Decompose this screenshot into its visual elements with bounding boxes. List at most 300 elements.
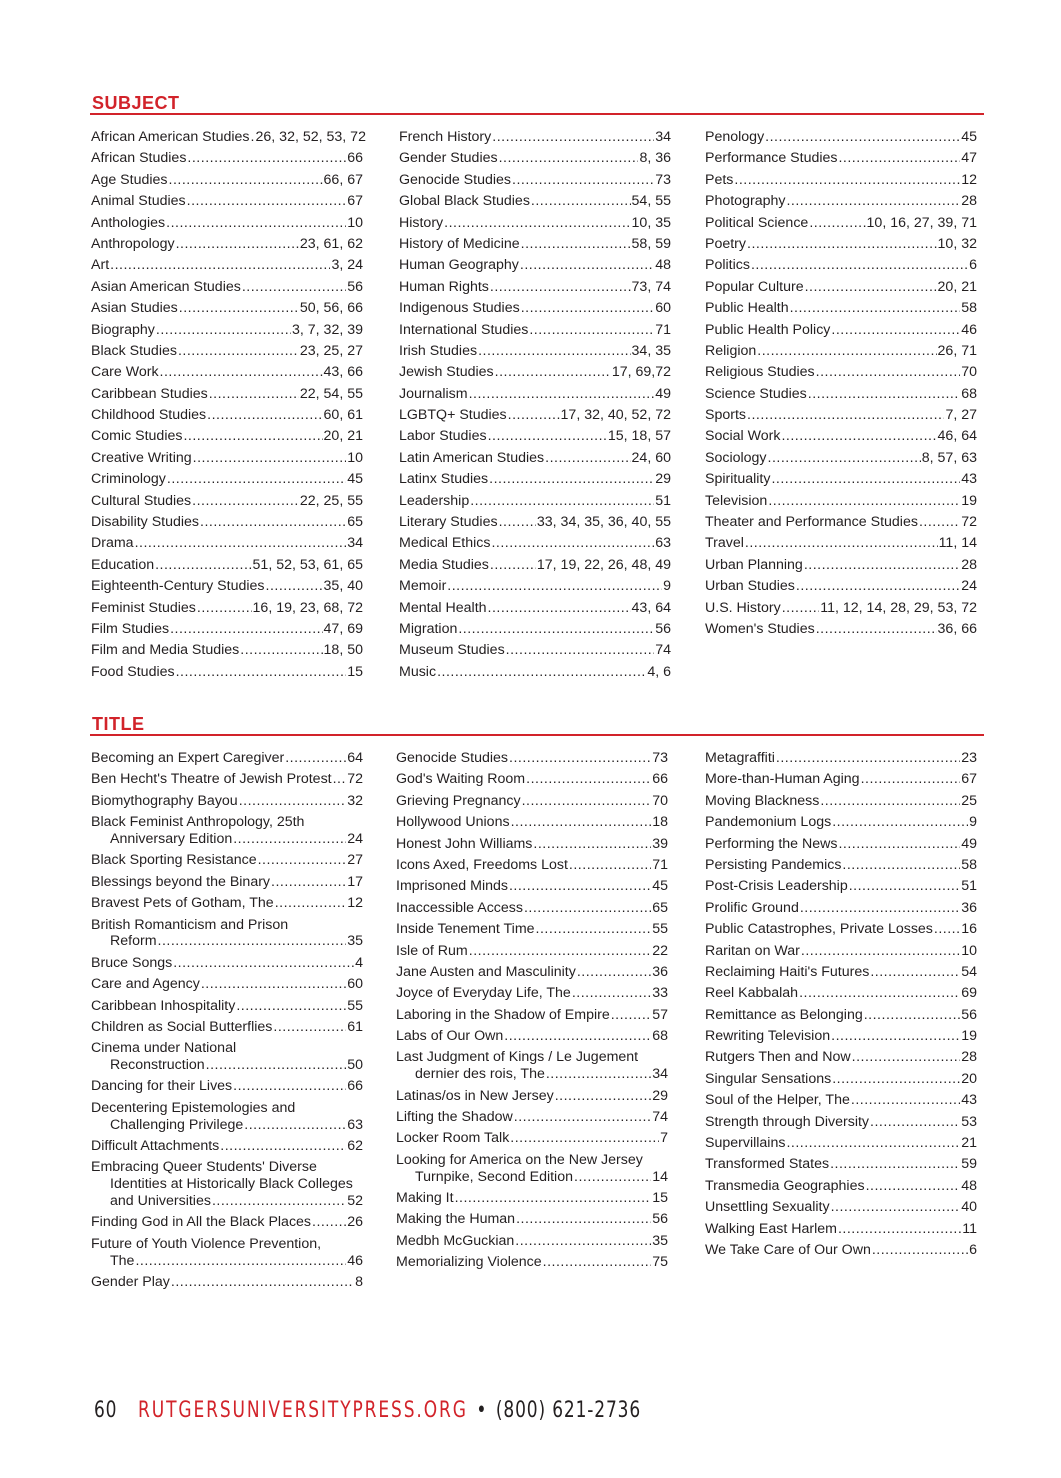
leader-dots [786,1135,960,1152]
entry-page-numbers: 51, 52, 53, 61, 65 [252,556,363,573]
entry-page-numbers: 65 [347,514,363,531]
leader-dots [546,1066,651,1083]
title-index-entry [705,857,977,874]
leader-dots [531,193,631,210]
leader-dots [831,1028,960,1045]
title-index-entry [396,1211,668,1228]
leader-dots [458,621,654,638]
entry-name: Raritan on War [705,942,800,959]
leader-dots [176,236,299,253]
leader-dots [520,257,654,274]
title-index-entry [91,1078,363,1095]
subject-index-entry [91,364,363,381]
entry-name: Literary Studies [399,514,498,531]
leader-dots [516,1211,651,1228]
title-index-entry [705,1242,977,1259]
leader-dots [135,535,347,552]
entry-page-numbers: 28 [961,556,977,573]
entry-name: Bruce Songs [91,954,173,971]
leader-dots [522,793,652,810]
entry-page-numbers: 23, 25, 27 [299,342,363,359]
title-index-entry [705,1221,977,1238]
leader-dots [765,129,960,146]
entry-name: Lifting the Shadow [396,1109,513,1126]
entry-page-numbers: 19 [961,1028,977,1045]
subject-index-entry [399,535,671,552]
entry-title-line: Future of Youth Violence Prevention, [91,1235,322,1252]
entry-page-numbers: 9 [969,814,977,831]
entry-name: and Universities [110,1193,211,1210]
subject-index-entry [91,600,363,617]
title-index-entry [396,900,668,917]
entry-page-numbers: 58 [961,856,977,873]
entry-page-numbers: 35, 40 [323,578,363,595]
leader-dots [275,895,347,912]
entry-name: Memoir [399,578,447,595]
leader-dots [491,535,654,552]
entry-name: Soul of the Helper, The [705,1092,850,1109]
leader-dots [870,1114,960,1131]
entry-name: Animal Studies [91,193,186,210]
subject-index-entry [399,600,671,617]
leader-dots [543,1254,652,1271]
subject-index-entry [705,193,977,210]
title-index-entry [705,943,977,960]
leader-dots [831,322,960,339]
subject-index-entry [399,557,671,574]
leader-dots [240,642,322,659]
title-index-entry [396,1233,668,1250]
entry-page-numbers: 49 [961,835,977,852]
entry-page-numbers: 15, 18, 57 [607,428,671,445]
entry-page-numbers: 61 [347,1018,363,1035]
title-index-entry [396,836,668,853]
entry-name: Social Work [705,428,781,445]
subject-index-entry [705,150,977,167]
leader-dots [768,493,960,510]
subject-index-entry [91,193,363,210]
leader-dots [801,943,960,960]
title-index-entry [396,1254,668,1271]
leader-dots [796,578,960,595]
entry-name: Eighteenth-Century Studies [91,578,265,595]
leader-dots [832,814,968,831]
title-index-entry [91,1214,363,1231]
entry-name: Memorializing Violence [396,1254,542,1271]
leader-dots [521,300,655,317]
entry-page-numbers: 67 [961,771,977,788]
entry-name: Hollywood Unions [396,814,510,831]
entry-name: Feminist Studies [91,599,196,616]
title-index-entry [705,771,977,788]
leader-dots [504,1028,651,1045]
title-index-entry [396,878,668,895]
title-index-entry [705,1071,977,1088]
entry-name: Global Black Studies [399,193,530,210]
entry-name: Gender Play [91,1274,170,1290]
subject-index-entry [705,386,977,403]
entry-name: Sociology [705,449,767,466]
entry-name: Television [705,492,768,509]
leader-dots [776,750,960,767]
subject-index-entry [399,407,671,424]
entry-page-numbers: 49 [655,385,671,402]
entry-page-numbers: 10, 35 [631,214,671,231]
entry-page-numbers: 29 [652,1087,668,1104]
entry-page-numbers: 73, 74 [631,278,671,295]
entry-page-numbers: 74 [652,1109,668,1126]
entry-page-numbers: 4, 6 [647,663,671,680]
entry-name: Transformed States [705,1156,830,1173]
leader-dots [809,215,865,232]
leader-dots [529,322,654,339]
leader-dots [569,857,651,874]
entry-name: Turnpike, Second Edition [415,1168,573,1185]
entry-name: Film and Media Studies [91,642,240,659]
entry-name: Unsettling Sexuality [705,1199,830,1216]
leader-dots [437,664,646,681]
entry-name: Criminology [91,471,166,488]
entry-name: African American Studies [91,129,250,145]
leader-dots [156,322,291,339]
entry-name: Making the Human [396,1211,516,1228]
entry-page-numbers: 46 [347,1252,363,1269]
leader-dots [805,279,937,296]
entry-page-numbers: 71 [652,856,668,873]
entry-page-numbers: 45 [961,129,977,145]
title-index-entry [396,943,668,960]
leader-dots [455,1190,652,1207]
title-index-entry [396,1152,668,1186]
subject-index-entry [399,193,671,210]
subject-index-entry [399,514,671,531]
entry-page-numbers: 57 [652,1006,668,1023]
entry-page-numbers: 66 [347,150,363,167]
title-index-entry [705,1135,977,1152]
entry-page-numbers: 23 [961,750,977,766]
title-index-entry [705,1156,977,1173]
entry-name: Making It [396,1190,454,1207]
title-index-entry [705,793,977,810]
title-column-2 [396,750,668,1276]
entry-page-numbers: 64 [347,750,363,766]
subject-column-2 [399,129,671,685]
entry-name: Caribbean Studies [91,385,208,402]
subject-index-entry [399,172,671,189]
title-index-entry [91,793,363,810]
entry-name: Ben Hecht's Theatre of Jewish Protest [91,771,332,788]
leader-dots [786,193,960,210]
entry-page-numbers: 6 [969,257,977,274]
entry-page-numbers: 6 [969,1241,977,1258]
entry-name: Labor Studies [399,428,487,445]
entry-name: Becoming an Expert Caregiver [91,750,285,766]
leader-dots [193,450,347,467]
title-index-entry [396,1028,668,1045]
leader-dots [187,150,346,167]
title-index-entry [705,1028,977,1045]
entry-page-numbers: 20, 21 [937,278,977,295]
leader-dots [187,193,347,210]
subject-index-entry [399,642,671,659]
leader-dots [209,386,299,403]
entry-page-numbers: 70 [652,792,668,809]
leader-dots [469,943,651,960]
entry-name: Comic Studies [91,428,183,445]
entry-page-numbers: 16, 19, 23, 68, 72 [252,599,363,616]
entry-name: Urban Studies [705,578,795,595]
subject-index-entry [91,215,363,232]
subject-index-entry [705,407,977,424]
subject-index-entry [91,642,363,659]
entry-name: Jane Austen and Masculinity [396,963,576,980]
entry-page-numbers: 24 [347,830,363,847]
entry-page-numbers: 68 [652,1028,668,1045]
entry-name: Icons Axed, Freedoms Lost [396,856,568,873]
leader-dots [478,343,630,360]
entry-name: Anniversary Edition [110,830,233,847]
leader-dots [832,1071,960,1088]
title-index-entry [91,852,363,869]
entry-name: Human Rights [399,278,489,295]
leader-dots [488,428,607,445]
entry-name: Bravest Pets of Gotham, The [91,895,274,912]
entry-name: Finding God in All the Black Places [91,1214,312,1231]
leader-dots [158,933,347,950]
entry-page-numbers: 53 [961,1113,977,1130]
subject-index-entry [705,172,977,189]
leader-dots [545,450,630,467]
entry-page-numbers: 56 [652,1211,668,1228]
entry-name: Latinas/os in New Jersey [396,1087,554,1104]
leader-dots [155,557,251,574]
title-index-entry [396,1007,668,1024]
leader-dots [757,343,936,360]
title-index-entry [91,976,363,993]
title-column-1 [91,750,363,1295]
subject-index-entry [91,300,363,317]
title-index-entry [91,874,363,891]
entry-name: Asian American Studies [91,278,241,295]
entry-name: Blessings beyond the Binary [91,873,271,890]
entry-page-numbers: 7, 27 [945,407,977,424]
subject-index-entry [705,578,977,595]
entry-name: LGBTQ+ Studies [399,407,507,424]
entry-page-numbers: 55 [347,997,363,1014]
leader-dots [499,514,536,531]
subject-index-entry [91,428,363,445]
entry-name: Theater and Performance Studies [705,514,918,531]
entry-name: Medical Ethics [399,535,491,552]
leader-dots [273,1019,346,1036]
entry-page-numbers: 28 [961,1049,977,1066]
entry-name: Science Studies [705,385,807,402]
leader-dots [469,386,655,403]
leader-dots [167,471,346,488]
entry-page-numbers: 21 [961,1135,977,1152]
subject-index-entry [91,129,366,146]
entry-name: U.S. History [705,599,781,616]
entry-page-numbers: 34, 35 [631,342,671,359]
leader-dots [197,600,252,617]
entry-name: Childhood Studies [91,407,207,424]
entry-page-numbers: 50 [347,1057,363,1074]
leader-dots [820,793,960,810]
title-index-entry [396,1109,668,1126]
entry-name: Cultural Studies [91,492,192,509]
leader-dots [842,857,960,874]
leader-dots [870,964,960,981]
entry-name: Performance Studies [705,150,838,167]
entry-page-numbers: 11 [962,1220,977,1237]
title-index-entry [91,998,363,1015]
entry-name: Care and Agency [91,976,200,993]
leader-dots [179,300,299,317]
entry-page-numbers: 46 [961,321,977,338]
page-number: 60 [94,1398,118,1423]
title-index-entry [396,985,668,1002]
entry-name: Asian Studies [91,300,178,317]
leader-dots [533,836,651,853]
entry-page-numbers: 17, 69,72 [611,364,671,381]
title-index-entry [91,955,363,972]
subject-index-entry [91,322,363,339]
leader-dots [251,129,255,146]
leader-dots [244,1117,346,1134]
entry-name: French History [399,129,492,145]
entry-page-numbers: 32 [347,792,363,809]
leader-dots [816,621,937,638]
entry-name: Sports [705,407,747,424]
entry-page-numbers: 10 [347,214,363,231]
entry-name: Gender Studies [399,150,498,167]
leader-dots [135,1253,346,1270]
title-index-entry [705,1007,977,1024]
leader-dots [838,150,960,167]
entry-page-numbers: 17 [347,873,363,890]
title-index-entry [705,964,977,981]
website-link[interactable]: RUTGERSUNIVERSITYPRESS.ORG [138,1398,468,1423]
leader-dots [852,1049,961,1066]
page-footer [94,1398,641,1423]
entry-name: International Studies [399,321,529,338]
entry-page-numbers: 24, 60 [631,449,671,466]
entry-page-numbers: 15 [347,663,363,680]
leader-dots [239,793,347,810]
entry-page-numbers: 73 [655,171,671,188]
entry-name: Rewriting Television [705,1028,831,1045]
leader-dots [515,1233,651,1250]
leader-dots [201,976,346,993]
leader-dots [816,364,961,381]
subject-index-entry [705,322,977,339]
entry-name: Performing the News [705,835,838,852]
subject-index-entry [91,557,363,574]
entry-name: Persisting Pandemics [705,856,842,873]
entry-page-numbers: 45 [652,878,668,895]
entry-page-numbers: 56 [961,1006,977,1023]
entry-name: Political Science [705,214,809,231]
entry-page-numbers: 16 [961,921,977,938]
entry-name: Challenging Privilege [110,1116,244,1133]
entry-page-numbers: 34 [655,129,671,145]
entry-page-numbers: 65 [652,899,668,916]
title-index-entry [396,1190,668,1207]
leader-dots [488,600,631,617]
title-index-entry [705,836,977,853]
entry-title-line: Cinema under National [91,1040,237,1057]
entry-page-numbers: 11, 14 [938,535,977,552]
title-index-entry [91,814,363,848]
title-index-entry [705,1114,977,1131]
entry-name: Walking East Harlem [705,1220,837,1237]
entry-name: Medbh McGuckian [396,1232,515,1249]
leader-dots [747,236,937,253]
leader-dots [312,1214,346,1231]
subject-index-entry [91,535,363,552]
leader-dots [782,600,820,617]
entry-page-numbers: 63 [347,1116,363,1133]
subject-index-entry [399,578,671,595]
entry-page-numbers: 59 [961,1156,977,1173]
entry-page-numbers: 10 [961,942,977,959]
title-index-entry [396,1130,668,1147]
entry-page-numbers: 73 [652,750,668,766]
subject-index-entry [399,322,671,339]
title-index-entry [396,921,668,938]
leader-dots [830,1156,960,1173]
entry-name: Pandemonium Logs [705,814,832,831]
leader-dots [800,900,960,917]
entry-name: Spirituality [705,471,771,488]
entry-name: Anthropology [91,235,175,252]
leader-dots [512,172,654,189]
entry-page-numbers: 22, 54, 55 [299,385,363,402]
leader-dots [768,450,921,467]
entry-name: Difficult Attachments [91,1138,220,1155]
entry-page-numbers: 54 [961,963,977,980]
title-index-entry [705,814,977,831]
entry-name: Dancing for their Lives [91,1078,233,1095]
entry-page-numbers: 72 [347,771,363,788]
entry-page-numbers: 66, 67 [323,171,363,188]
entry-name: Care Work [91,364,159,381]
subject-column-3 [705,129,977,642]
entry-page-numbers: 48 [655,257,671,274]
title-index-entry [396,793,668,810]
leader-dots [514,1109,651,1126]
subject-index-entry [705,129,977,146]
leader-dots [521,236,631,253]
entry-name: Music [399,663,437,680]
subject-index-entry [91,578,363,595]
leader-dots [242,279,346,296]
entry-page-numbers: 24 [961,578,977,595]
entry-page-numbers: 17, 32, 40, 52, 72 [560,407,671,424]
entry-page-numbers: 27 [347,852,363,869]
leader-dots [169,172,323,189]
entry-page-numbers: 54, 55 [631,193,671,210]
entry-name: Migration [399,620,458,637]
leader-dots [171,1274,354,1291]
leader-dots [866,1178,961,1195]
subject-index-entry [91,621,363,638]
subject-index-entry [705,600,977,617]
entry-page-numbers: 22, 25, 55 [299,492,363,509]
leader-dots [183,428,322,445]
entry-name: Reclaiming Haiti's Futures [705,963,870,980]
subject-index-entry [399,150,671,167]
